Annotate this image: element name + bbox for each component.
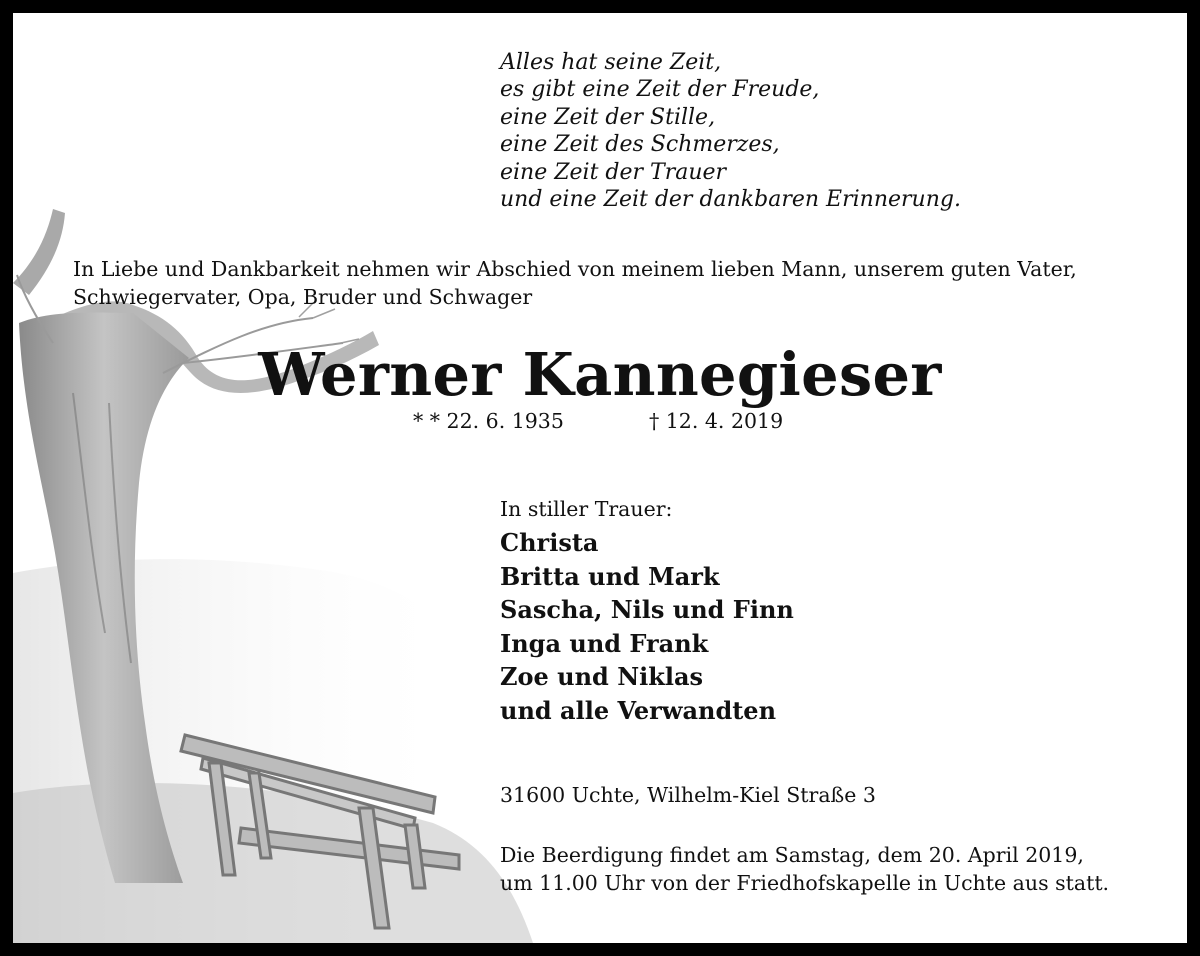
deceased-name: Werner Kannegieser	[258, 340, 942, 409]
mourner-name: und alle Verwandten	[500, 695, 777, 725]
mourners-list	[500, 526, 794, 728]
mourner-name: Christa	[500, 528, 599, 557]
funeral-line: Die Beerdigung findet am Samstag, dem 20. April 2019,	[500, 843, 1084, 867]
mourner-name: Zoe und Niklas	[500, 662, 704, 692]
mourning-label: In stiller Trauer:	[500, 497, 673, 521]
poem-line: eine Zeit der Stille,	[500, 104, 716, 130]
funeral-line: um 11.00 Uhr von der Friedhofskapelle in Uchte aus statt.	[500, 871, 1110, 895]
address: 31600 Uchte, Wilhelm-Kiel Straße 3	[500, 783, 876, 807]
birth-date: * * 22. 6. 1935	[413, 409, 564, 433]
poem-line: eine Zeit des Schmerzes,	[500, 132, 780, 158]
mourner-name: Inga und Frank	[500, 628, 709, 658]
poem-line: und eine Zeit der dankbaren Erinnerung.	[500, 187, 961, 213]
funeral-info	[500, 841, 1109, 897]
death-date: † 12. 4. 2019	[649, 409, 784, 433]
poem-line: es gibt eine Zeit der Freude,	[500, 77, 820, 103]
poem	[500, 49, 961, 213]
mourner-name: Britta und Mark	[500, 561, 720, 591]
poem-line: Alles hat seine Zeit,	[500, 50, 722, 75]
intro-text: In Liebe und Dankbarkeit nehmen wir Abschied von meinem lieben Mann, unserem guten Vater, Schwiegervater, Opa, Bruder und Schwager	[73, 257, 1077, 309]
mourner-name: Sascha, Nils und Finn	[500, 595, 794, 625]
poem-line: eine Zeit der Trauer	[500, 159, 727, 185]
